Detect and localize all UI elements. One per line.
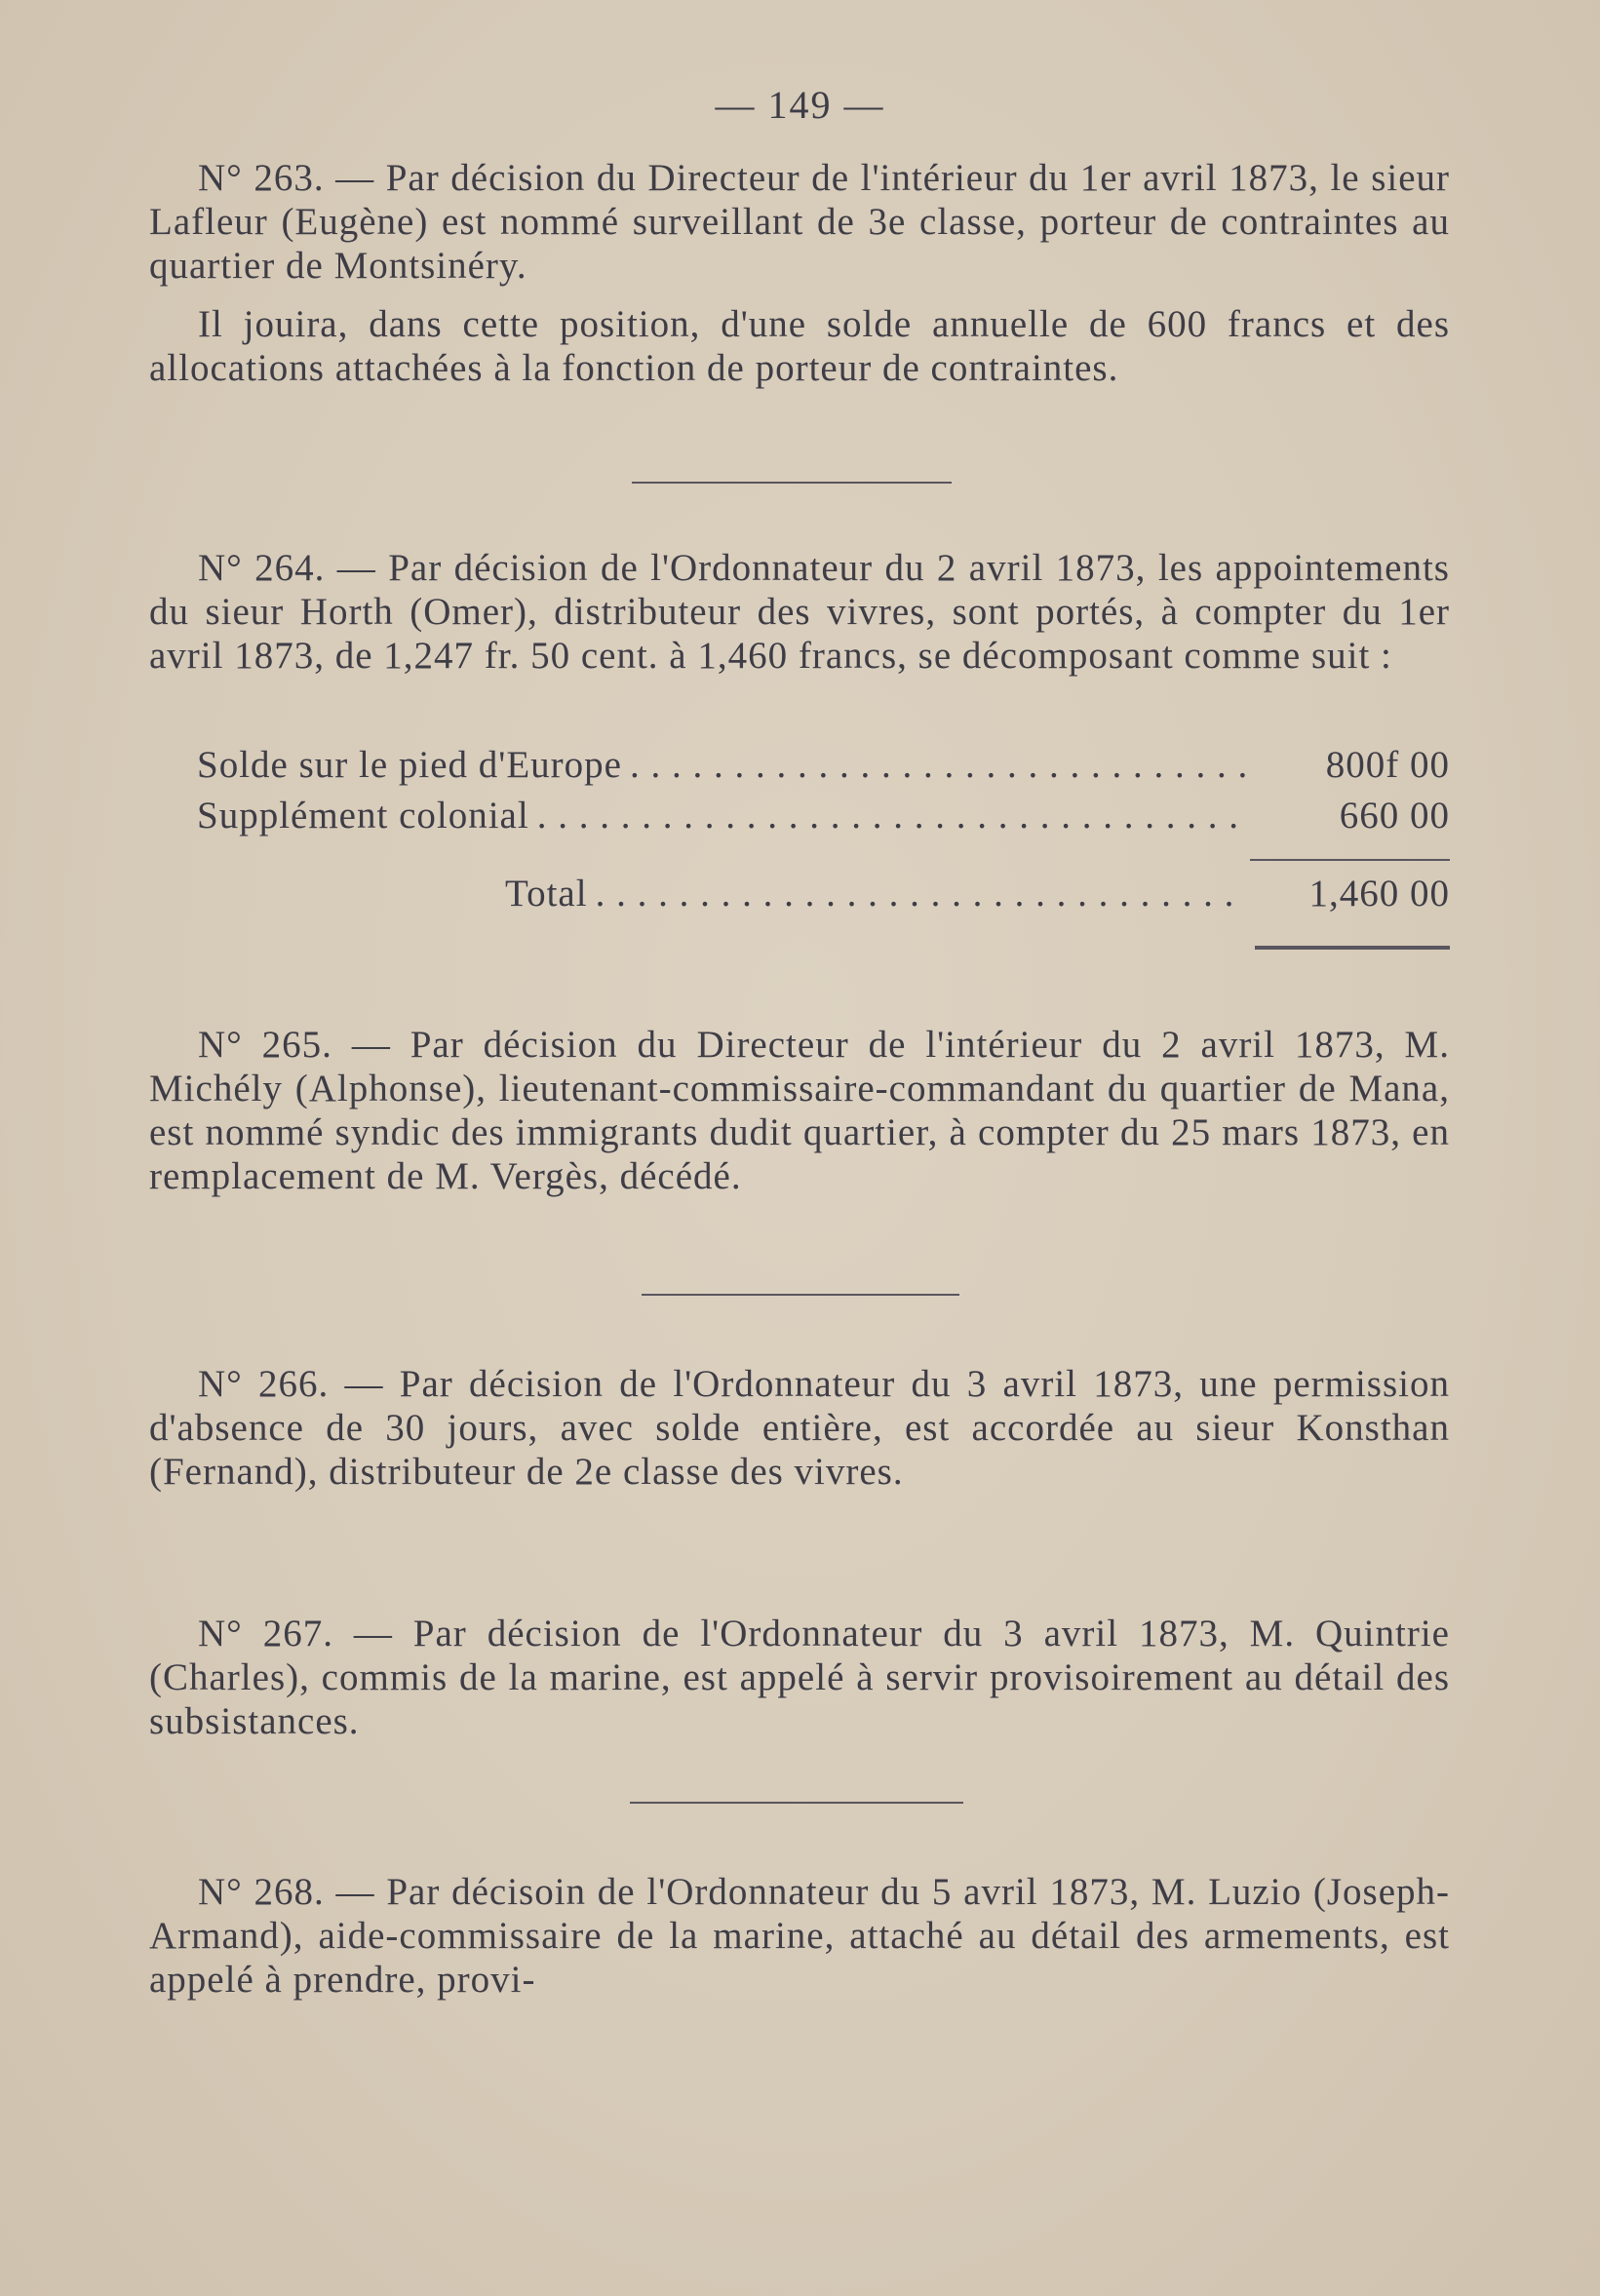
- entry-267-paragraph: [149, 1612, 1450, 1743]
- pay-row-total: [197, 870, 1450, 918]
- pay-label: Supplément colonial: [197, 795, 529, 837]
- separator-rule: [632, 482, 952, 484]
- entry-268-text: N° 268. — Par décisoin de l'Ordonnateur du 5 avril 1873, M. Luzio (Joseph-Armand), aide-commissaire de la marine, attaché au détail des armements, est appelé à prendre, provi-: [149, 1871, 1450, 2001]
- pay-row-europe: [197, 741, 1450, 790]
- leader-dots: [630, 741, 1247, 790]
- entry-265-text: N° 265. — Par décision du Directeur de l'intérieur du 2 avril 1873, M. Michély (Alphonse), lieutenant-commissaire-commandant du quartier de Mana, est nommé syndic des immigrants dudit quartier, à compter du 25 mars 1873, en remplacement de M. Vergès, décédé.: [149, 1024, 1450, 1197]
- total-label: Total: [505, 873, 588, 915]
- entry-268-paragraph: [149, 1870, 1450, 2002]
- pay-amount: 800f 00: [1325, 744, 1450, 786]
- entry-266-paragraph: [149, 1362, 1450, 1494]
- sum-rule: [1250, 859, 1450, 861]
- pay-label: Solde sur le pied d'Europe: [197, 744, 622, 786]
- leader-dots: [596, 870, 1247, 918]
- pay-amount: 660 00: [1339, 795, 1450, 837]
- entry-266-text: N° 266. — Par décision de l'Ordonnateur du 3 avril 1873, une permission d'absence de 30 jours, avec solde entière, est accordée au sieur Konsthan (Fernand), distributeur de 2e classe des vivres.: [149, 1363, 1450, 1493]
- entry-265-paragraph: [149, 1023, 1450, 1198]
- total-double-rule: [1255, 946, 1450, 950]
- separator-rule: [642, 1294, 959, 1296]
- page-number: — 149 —: [715, 83, 885, 127]
- entry-263-paragraph: [149, 156, 1450, 288]
- entry-263-text: N° 263. — Par décision du Directeur de l'intérieur du 1er avril 1873, le sieur Lafleur (Eugène) est nommé surveillant de 3e classe, porteur de contraintes au quartier de Montsinéry.: [149, 157, 1450, 287]
- entry-267-text: N° 267. — Par décision de l'Ordonnateur du 3 avril 1873, M. Quintrie (Charles), commis de la marine, est appelé à servir provisoirement au détail des subsistances.: [149, 1613, 1450, 1742]
- entry-263-paragraph-2: [149, 302, 1450, 390]
- entry-263-text-2: Il jouira, dans cette position, d'une solde annuelle de 600 francs et des allocations attachées à la fonction de porteur de contraintes.: [149, 303, 1450, 389]
- entry-264-paragraph: [149, 546, 1450, 678]
- entry-264-text: N° 264. — Par décision de l'Ordonnateur du 2 avril 1873, les appointements du sieur Horth (Omer), distributeur des vivres, sont portés, à compter du 1er avril 1873, de 1,247 fr. 50 cent. à 1,460 francs, se décomposant comme suit :: [149, 547, 1450, 677]
- separator-rule: [630, 1802, 963, 1804]
- leader-dots: [537, 792, 1247, 840]
- pay-row-colonial: [197, 792, 1450, 840]
- total-amount: 1,460 00: [1308, 873, 1450, 915]
